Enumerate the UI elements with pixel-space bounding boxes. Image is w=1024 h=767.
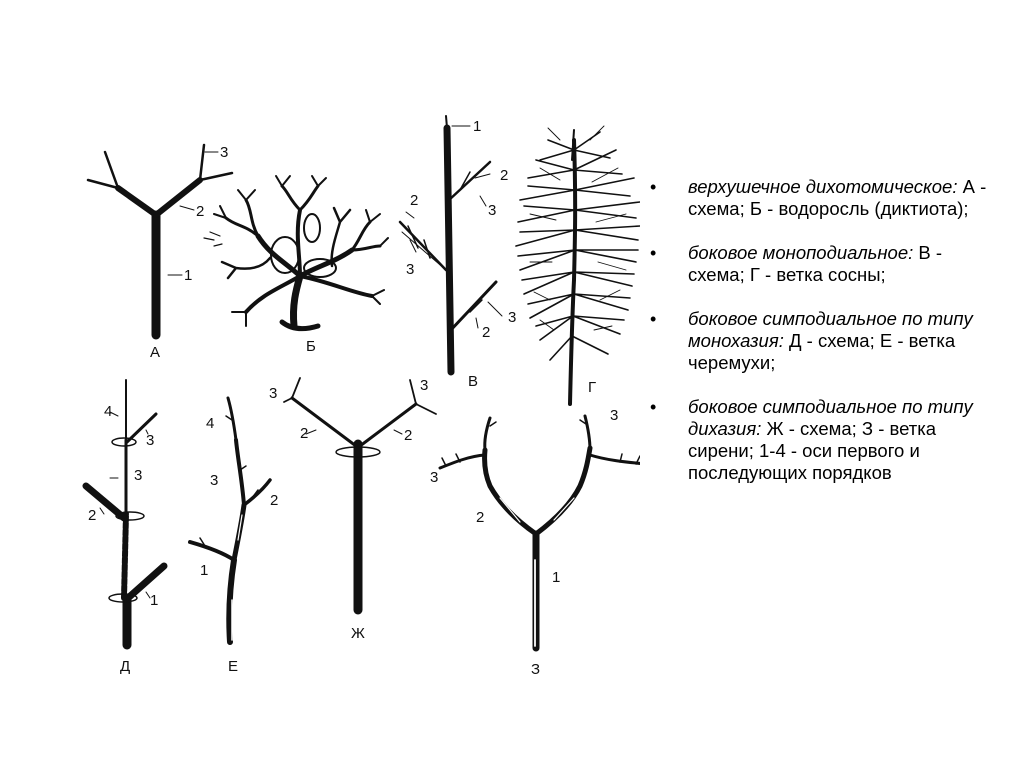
label-4: 4 bbox=[206, 415, 215, 432]
branching-type-description: Ж - схема; З - ветка сирени; 1-4 - оси первого и последующих порядков bbox=[688, 418, 937, 483]
label-3: 3 bbox=[210, 472, 219, 489]
label-3: 3 bbox=[269, 385, 278, 402]
label-2: 2 bbox=[88, 507, 97, 524]
label-3: 3 bbox=[488, 202, 497, 219]
label-4: 4 bbox=[104, 403, 113, 420]
caption-b: Б bbox=[306, 338, 316, 355]
bullet: • bbox=[650, 397, 657, 417]
panel-a-scheme bbox=[88, 145, 232, 335]
caption-v: В bbox=[468, 373, 479, 390]
label-1: 1 bbox=[200, 562, 209, 579]
axis-3 bbox=[200, 173, 232, 180]
axis-3 bbox=[200, 145, 204, 180]
label-2: 2 bbox=[270, 492, 279, 509]
label-3: 3 bbox=[420, 377, 429, 394]
bullet: • bbox=[650, 309, 657, 329]
bullet: • bbox=[650, 177, 657, 197]
branching-type-term: боковое симподиальное по типу дихазия: bbox=[688, 396, 973, 439]
panel-g-pine-branch bbox=[516, 126, 640, 404]
axis-3 bbox=[284, 398, 292, 402]
axis-3 bbox=[416, 404, 436, 414]
caption-z: З bbox=[531, 661, 541, 678]
panel-zh-scheme bbox=[284, 378, 439, 610]
axis-3 bbox=[292, 378, 300, 398]
panel-b-dictyota-seaweed bbox=[204, 176, 388, 329]
label-3: 3 bbox=[146, 432, 155, 449]
axis-2 bbox=[124, 514, 126, 598]
list-item bbox=[650, 396, 1000, 484]
caption-zh: Ж bbox=[351, 625, 365, 642]
list-item bbox=[650, 242, 1000, 286]
label-3: 3 bbox=[220, 144, 229, 161]
caption-g: Г bbox=[588, 379, 597, 396]
axis-2-left bbox=[118, 188, 156, 215]
axis-3 bbox=[88, 180, 118, 188]
branching-type-description: В - схема; Г - ветка сосны; bbox=[688, 242, 943, 285]
bullet: • bbox=[650, 243, 657, 263]
label-3: 3 bbox=[610, 407, 619, 424]
label-1: 1 bbox=[473, 118, 482, 135]
caption-e: Е bbox=[228, 658, 239, 675]
label-2: 2 bbox=[482, 324, 491, 341]
branching-type-description: А - схема; Б - водоросль (диктиота); bbox=[688, 176, 987, 219]
caption-d: Д bbox=[120, 658, 131, 675]
panel-e-bird-cherry-branch bbox=[190, 398, 270, 642]
label-2: 2 bbox=[196, 203, 205, 220]
axis-3 bbox=[410, 380, 416, 404]
label-3: 3 bbox=[508, 309, 517, 326]
label-3: 3 bbox=[134, 467, 143, 484]
label-3: 3 bbox=[406, 261, 415, 278]
label-1: 1 bbox=[150, 592, 159, 609]
branching-type-description: Д - схема; Е - ветка черемухи; bbox=[688, 330, 956, 373]
branching-type-term: верхушечное дихотомическое: bbox=[688, 176, 958, 197]
branching-type-term: боковое симподиальное по типу монохазия: bbox=[688, 308, 973, 351]
list-item bbox=[650, 308, 1000, 374]
panel-z-lilac-branch bbox=[440, 416, 640, 648]
label-1: 1 bbox=[184, 267, 193, 284]
label-3: 3 bbox=[430, 469, 439, 486]
branching-types-list bbox=[650, 176, 1000, 506]
label-2: 2 bbox=[500, 167, 509, 184]
label-2: 2 bbox=[410, 192, 419, 209]
label-1: 1 bbox=[552, 569, 561, 586]
axis-1-branch bbox=[128, 566, 164, 598]
axis-3 bbox=[105, 152, 118, 188]
label-2: 2 bbox=[404, 427, 413, 444]
branching-type-term: боковое моноподиальное: bbox=[688, 242, 914, 263]
label-2: 2 bbox=[300, 425, 309, 442]
list-item bbox=[650, 176, 1000, 220]
main-axis bbox=[447, 128, 451, 372]
label-2: 2 bbox=[476, 509, 485, 526]
caption-a: А bbox=[150, 344, 161, 361]
